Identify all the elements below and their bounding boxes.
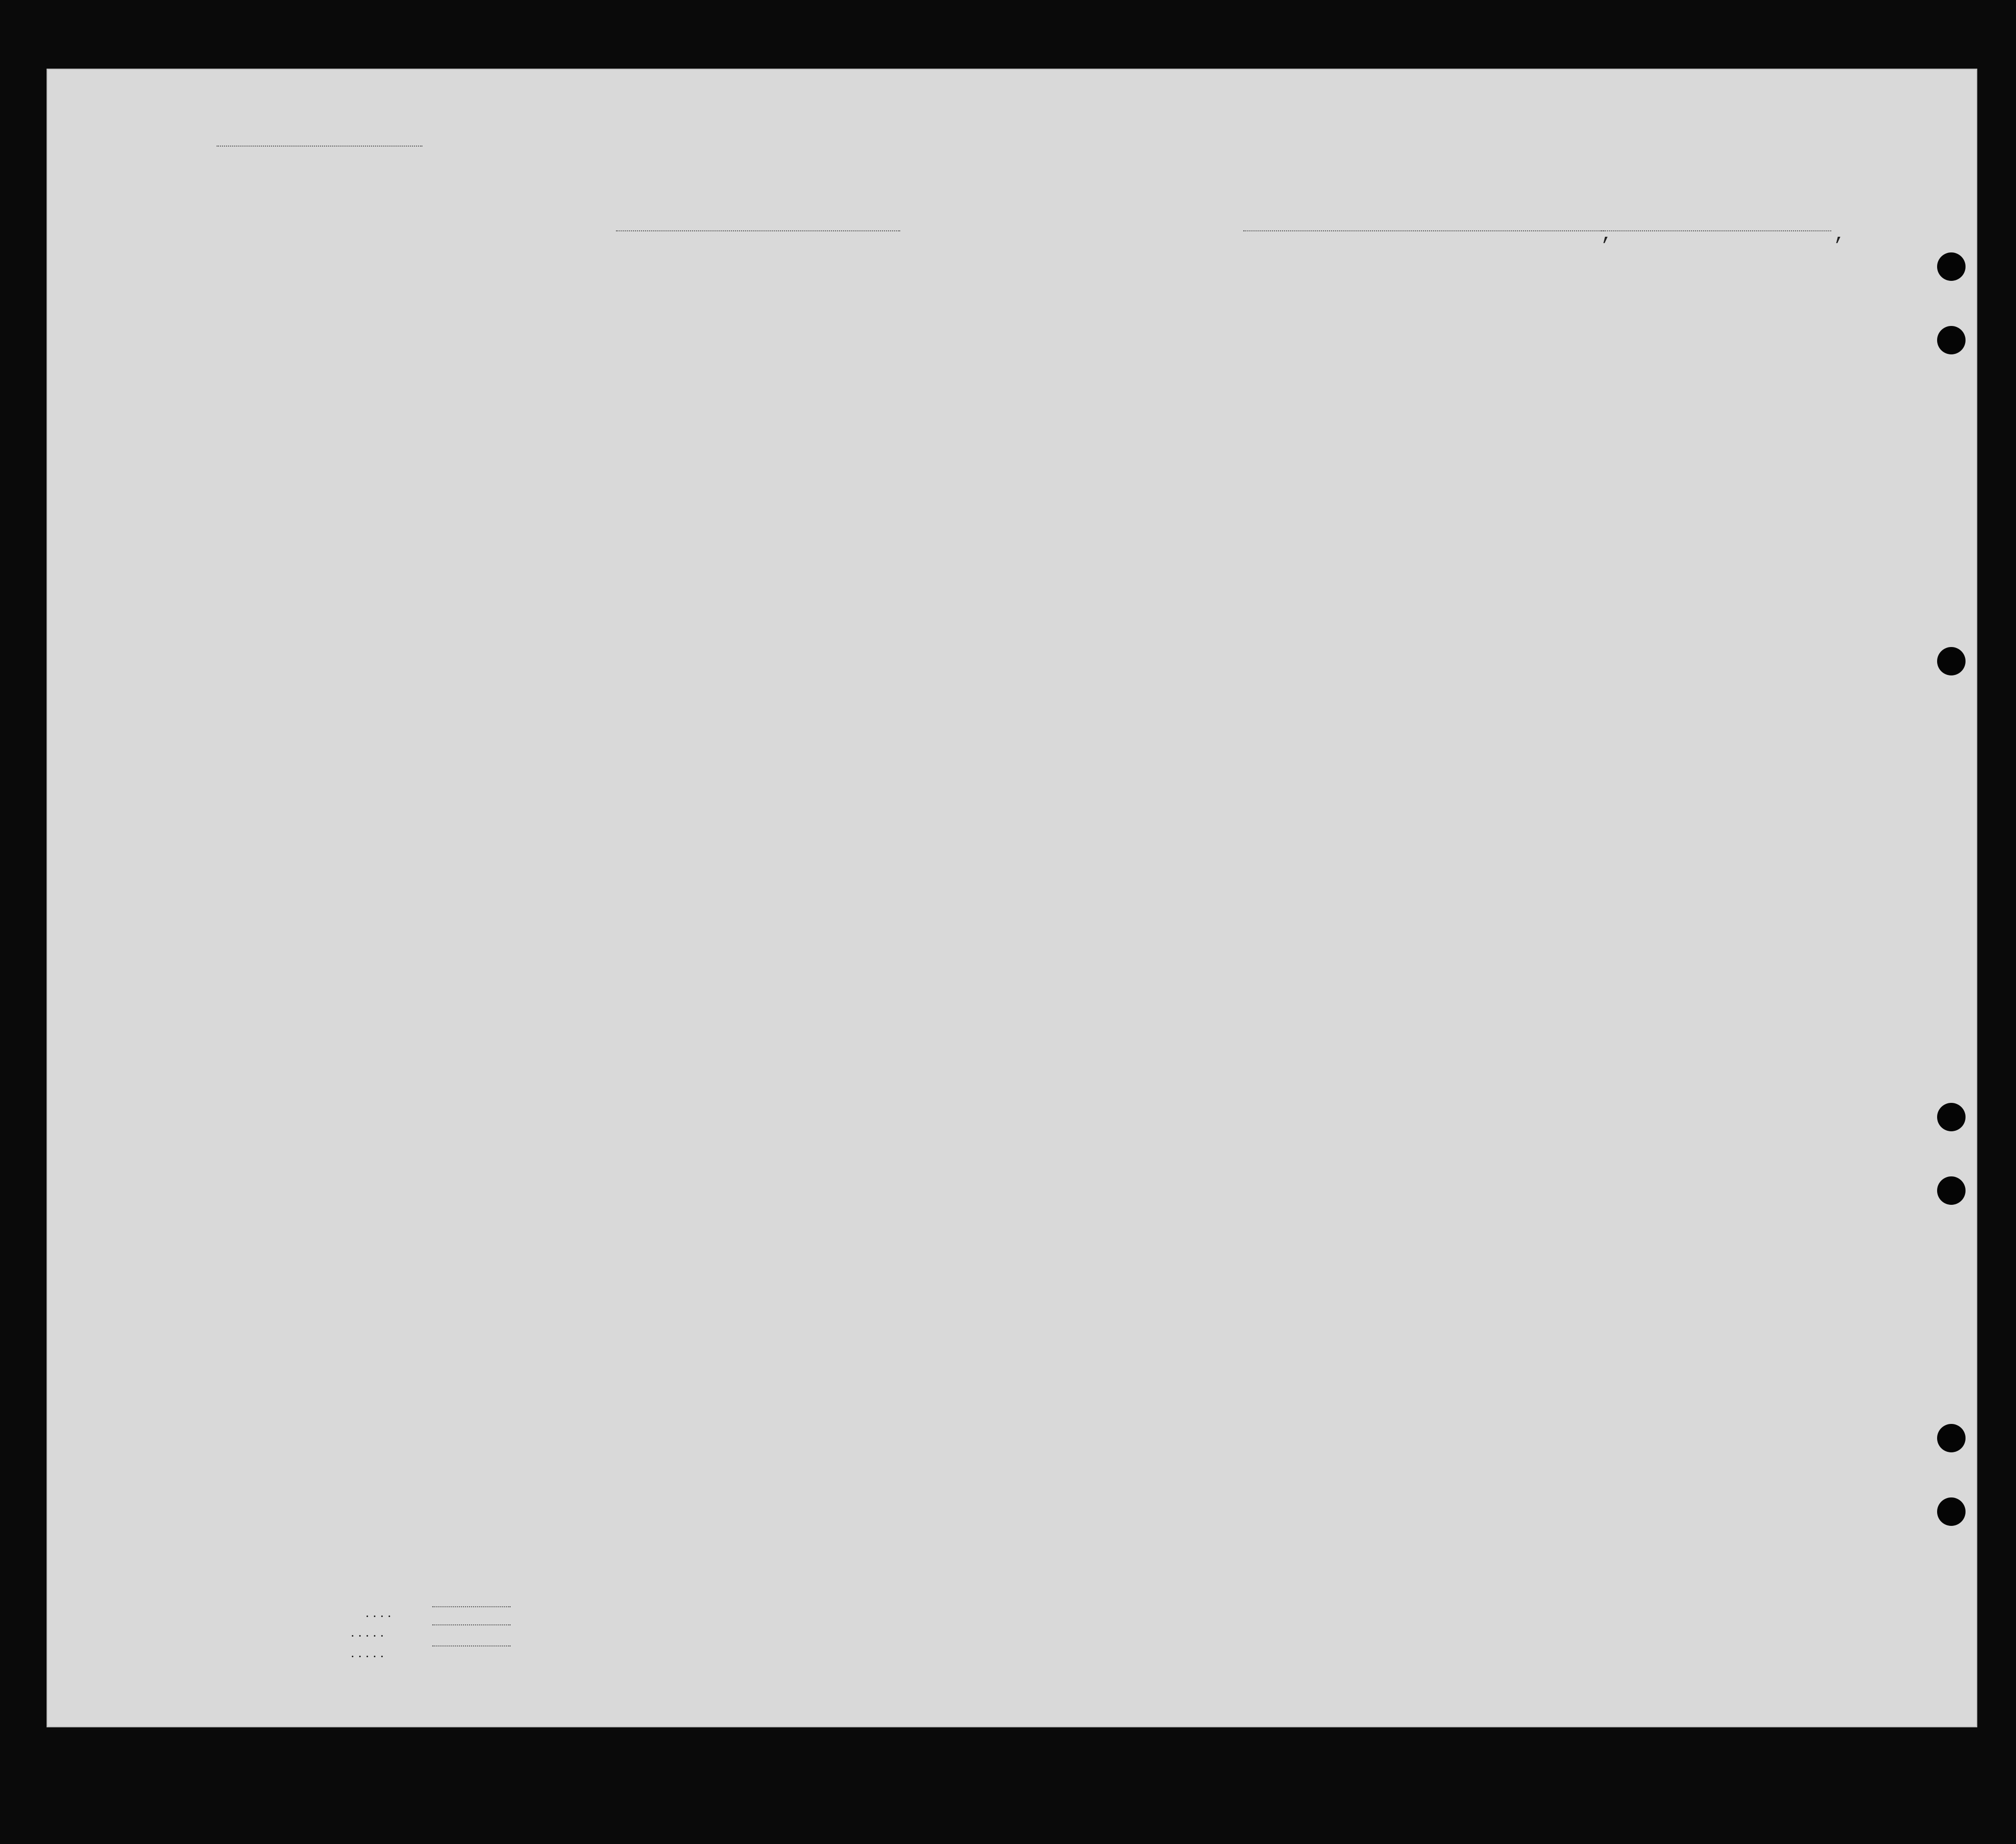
- binder-hole: [1937, 1103, 1966, 1131]
- binder-hole: [1937, 252, 1966, 281]
- aliens-value: [432, 1645, 511, 1646]
- binder-hole: [1937, 1424, 1966, 1452]
- binder-hole: [1937, 1497, 1966, 1526]
- binder-hole: [1937, 326, 1966, 354]
- manifest-grid: [48, 70, 1976, 1726]
- us-citizens-value: [432, 1624, 511, 1625]
- manifest-sheet: , , .... ..... .....: [47, 69, 1977, 1727]
- binder-hole: [1937, 647, 1966, 675]
- total-passengers-value: [432, 1606, 511, 1607]
- binder-hole: [1937, 1176, 1966, 1205]
